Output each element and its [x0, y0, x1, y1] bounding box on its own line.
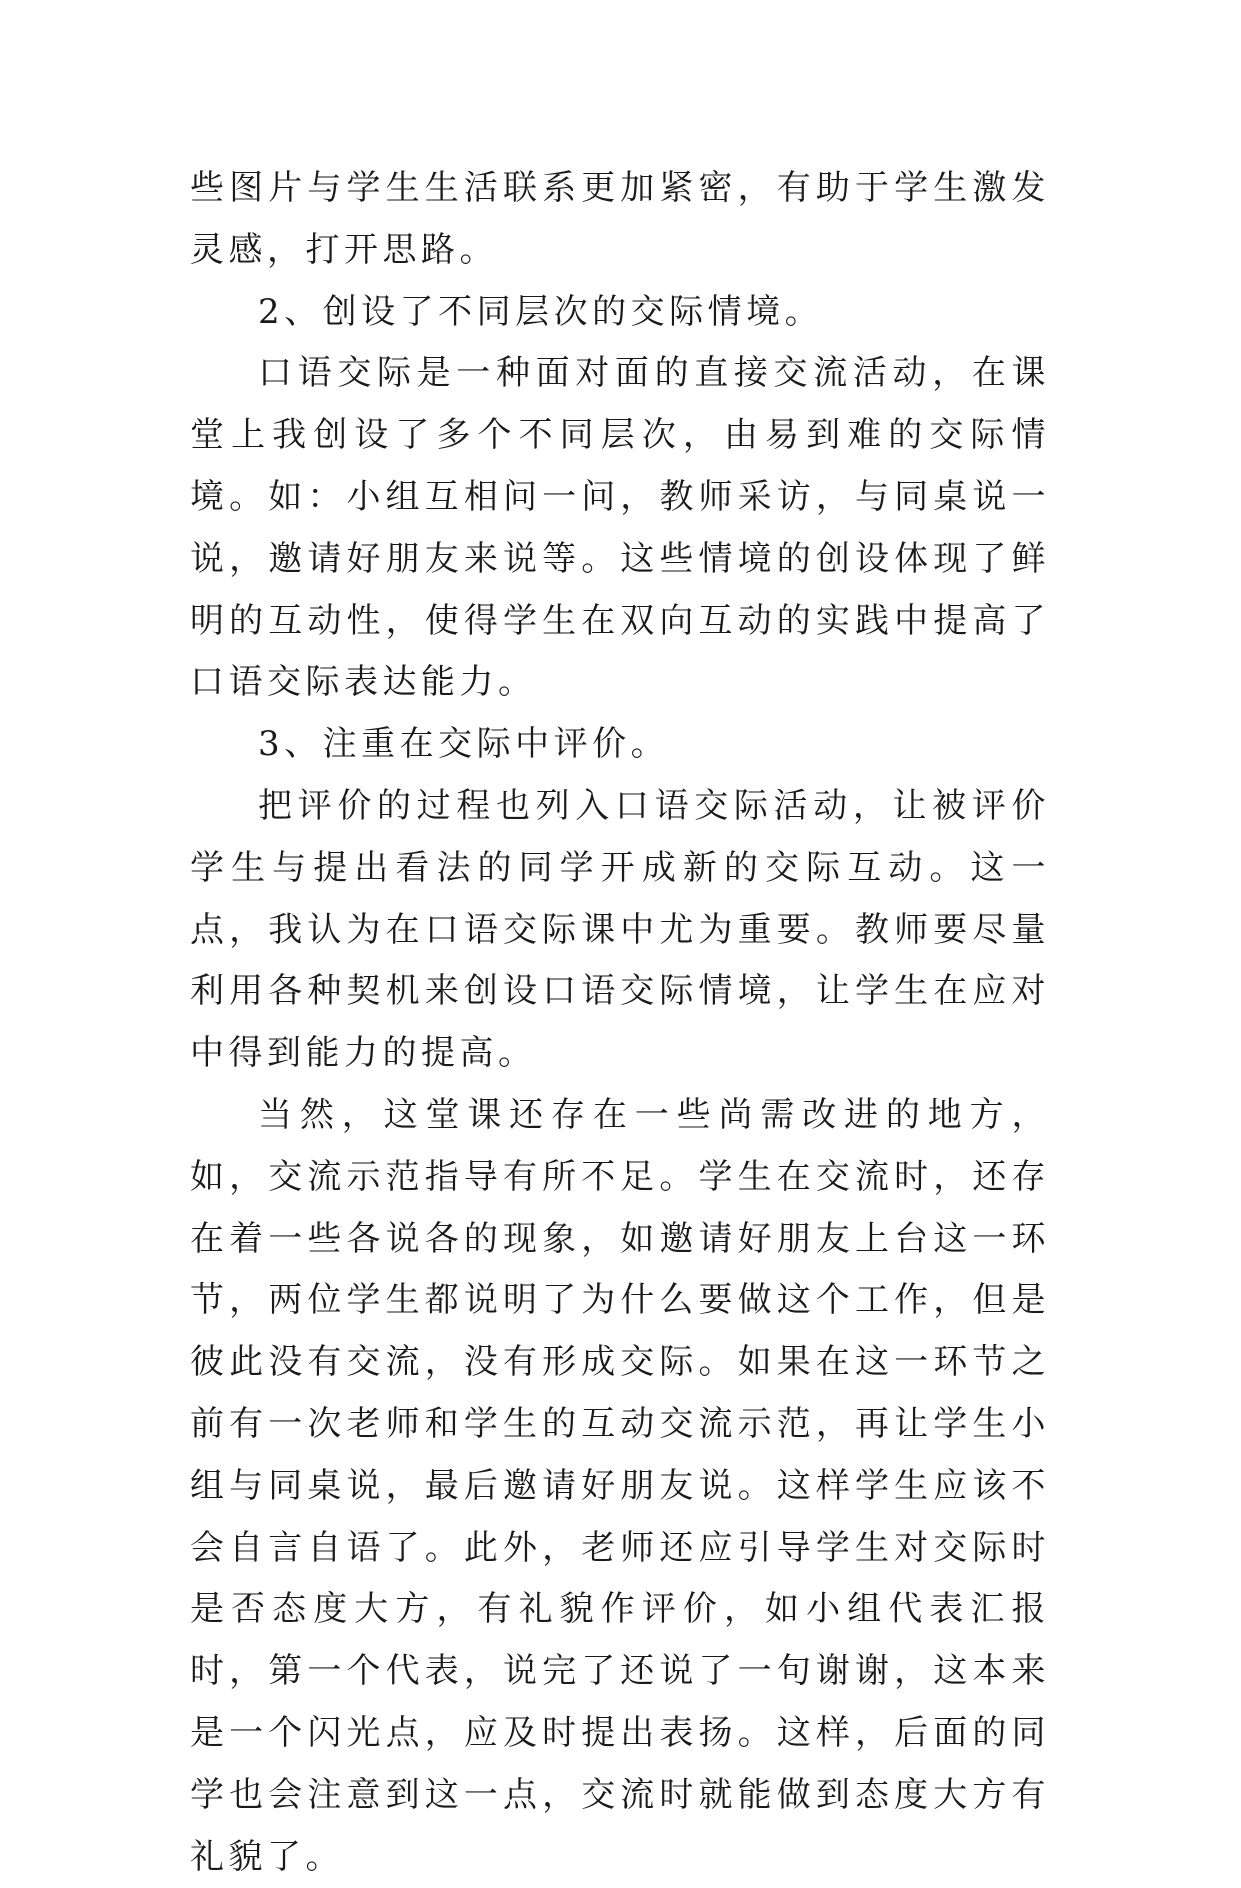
paragraph-body: 口语交际是一种面对面的直接交流活动，在课堂上我创设了多个不同层次，由易到难的交际情境。如：小组互相问一问，教师采访，与同桌说一说，邀请好朋友来说等。这些情境的创设体现了鲜明的互动性，使得学生在双向互动的实践中提高了口语交际表达能力。 [190, 353, 1050, 703]
paragraph-body: 当然，这堂课还存在一些尚需改进的地方，如，交流示范指导有所不足。学生在交流时，还存在着一些各说各的现象，如邀请好朋友上台这一环节，两位学生都说明了为什么要做这个工作，但是彼此没有交流，没有形成交际。如果在这一环节之前有一次老师和学生的互动交流示范，再让学生小组与同桌说，最后邀请好朋友说。这样学生应该不会自言自语了。此外，老师还应引导学生对交际时是否态度大方，有礼貌作评价，如小组代表汇报时，第一个代表，说完了还说了一句谢谢，这本来是一个闪光点，应及时提出表扬。这样，后面的同学也会注意到这一点，交流时就能做到态度大方有礼貌了。 [190, 1094, 1050, 1877]
paragraph-heading-3: 3、注重在交际中评价。 [258, 724, 670, 765]
paragraph-heading-2: 2、创设了不同层次的交际情境。 [258, 291, 824, 332]
paragraph-continuation: 些图片与学生生活联系更加紧密，有助于学生激发灵感，打开思路。 [190, 168, 1050, 270]
document-body [190, 158, 1050, 1888]
paragraph-body: 把评价的过程也列入口语交际活动，让被评价学生与提出看法的同学开成新的交际互动。这一点，我认为在口语交际课中尤为重要。教师要尽量利用各种契机来创设口语交际情境，让学生在应对中得到能力的提高。 [190, 785, 1050, 1074]
